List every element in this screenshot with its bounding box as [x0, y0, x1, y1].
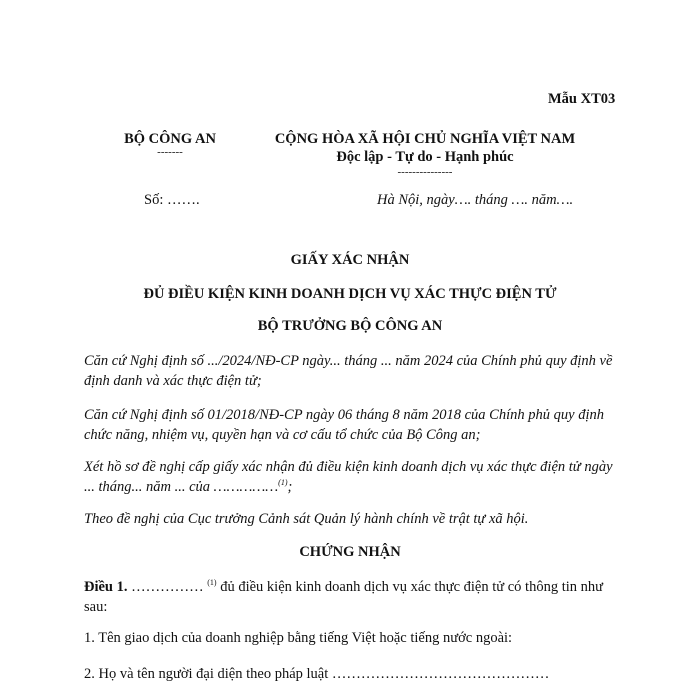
article-1-footnote-ref: (1) [207, 578, 217, 588]
preamble-proposal: Theo đề nghị của Cục trưởng Cảnh sát Quản lý hành chính về trật tự xã hội. [84, 511, 529, 527]
motto: Độc lập - Tự do - Hạnh phúc [336, 149, 514, 165]
agency-underline: ------- [157, 146, 183, 158]
place-date: Hà Nội, ngày…. tháng …. năm…. [377, 192, 574, 208]
motto-underline: --------------- [397, 166, 453, 178]
preamble-application [84, 457, 624, 497]
document-title: GIẤY XÁC NHẬN [290, 252, 410, 268]
form-code: Mẫu XT03 [548, 91, 616, 107]
article-1-text: đủ điều kiện kinh doanh dịch vụ xác thực điện tử có thông tin như sau: [84, 579, 603, 615]
preamble-application-text: Xét hồ sơ đề nghị cấp giấy xác nhận đủ điều kiện kinh doanh dịch vụ xác thực điện tử ngày ... tháng... năm ... của …………… [84, 459, 613, 495]
item-1: 1. Tên giao dịch của doanh nghiệp bằng tiếng Việt hoặc tiếng nước ngoài: [84, 630, 513, 646]
country-name: CỘNG HÒA XÃ HỘI CHỦ NGHĨA VIỆT NAM [274, 131, 576, 147]
article-1 [84, 577, 624, 617]
preamble-decree-identification: Căn cứ Nghị định số .../2024/NĐ-CP ngày... tháng ... năm 2024 của Chính phủ quy định về định danh và xác thực điện tử; [84, 353, 613, 389]
document-subtitle: ĐỦ ĐIỀU KIỆN KINH DOANH DỊCH VỤ XÁC THỰC ĐIỆN TỬ [143, 286, 557, 302]
agency-name: BỘ CÔNG AN [124, 131, 216, 147]
issuing-authority: BỘ TRƯỞNG BỘ CÔNG AN [257, 318, 443, 334]
certify-heading: CHỨNG NHẬN [299, 544, 401, 560]
document-number: Số: ……. [144, 192, 200, 208]
footnote-ref: (1) [278, 478, 288, 488]
article-1-dots: …………… [127, 579, 204, 595]
article-1-label: Điều 1. [84, 579, 128, 595]
preamble-application-tail: ; [287, 479, 293, 495]
item-2: 2. Họ và tên người đại diện theo pháp luật ……………………………………… [84, 666, 550, 682]
preamble-decree-organization: Căn cứ Nghị định số 01/2018/NĐ-CP ngày 06 tháng 8 năm 2018 của Chính phủ quy định chức năng, nhiệm vụ, quyền hạn và cơ cấu tổ chức của Bộ Công an; [84, 407, 604, 443]
